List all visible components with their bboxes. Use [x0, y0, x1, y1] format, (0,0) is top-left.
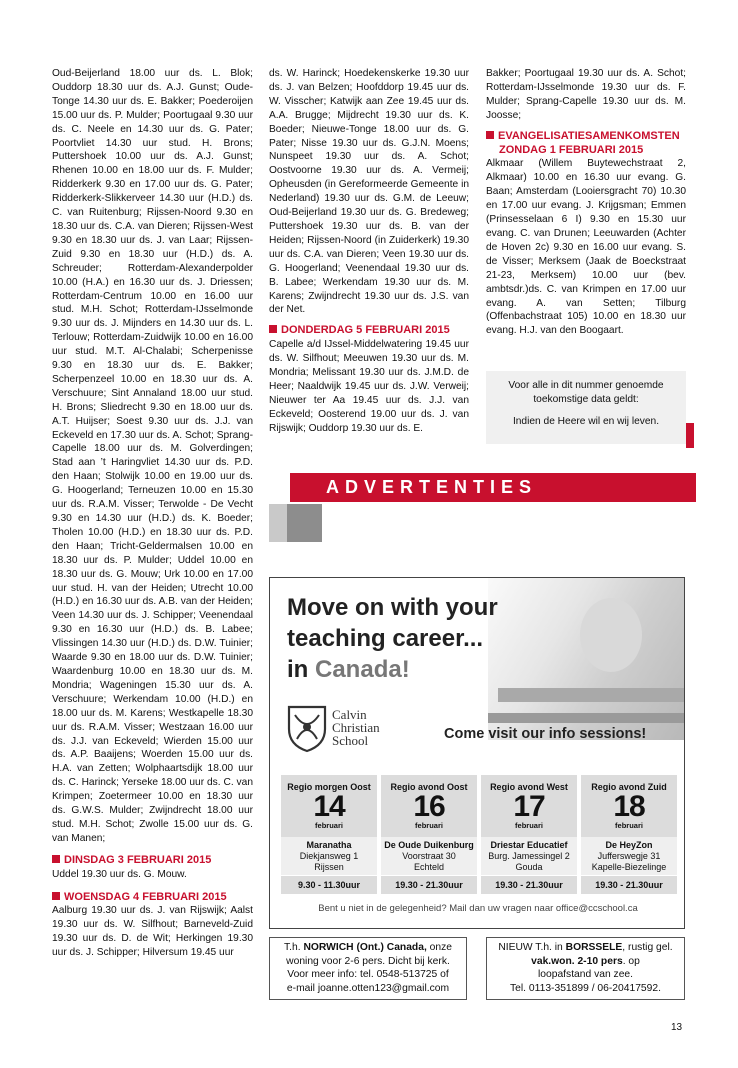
canada-ad	[269, 577, 685, 929]
note-line: toekomstige data geldt:	[533, 394, 639, 405]
session-card: Regio morgen Oost 14 februari Maranatha Diekjansweg 1 Rijssen 9.30 - 11.30uur	[281, 775, 377, 894]
red-square-bullet	[269, 325, 277, 333]
decorative-block	[287, 504, 322, 542]
note-box	[486, 371, 686, 444]
small-ad-norwich: T.h. NORWICH (Ont.) Canada, onze woning voor 2-6 pers. Dicht bij kerk. Voor meer info: tel. 0548-513725 of e-mail joanne.otten123@gmail.com	[269, 937, 467, 1000]
note-line: Indien de Heere wil en wij leven.	[512, 416, 660, 427]
listing-text: ds. W. Harinck; Hoedekenskerke 19.30 uur ds. J. van Belzen; Hoofddorp 19.45 uur ds. W. Visscher; Katwijk aan Zee 19.45 uur ds. A.A. Brugge; Mijdrecht 19.30 uur ds. K. Boeder; Nieuwe-Tonge 18.00 uur ds. G. Pater; Nisse 19.30 uur ds. G.J.N. Moens; Nunspeet 19.30 uur ds. A. Schot; Oostvoorne 19.30 uur ds. A. Vermeij; Opheusden (in Gereformeerde Gemeente in Nederland) 19.30 uur ds. G.M. de Leeuw; Oud-Beijerland 19.30 uur ds. G. Bredeweg; Puttershoek 19.30 uur ds. B. van der Heiden; Rijssen-Noord (in Zuiderkerk) 19.30 uur ds. C.A. van Dieren; Veen 19.30 uur ds. G. Hoogerland; Veenendaal 19.30 uur ds. B. Labee; Werkendam 19.30 uur ds. M. Karens; Zwijndrecht 19.30 uur ds. J.S. van der Net.	[269, 68, 469, 316]
section-heading: DINSDAG 3 FEBRUARI 2015	[52, 854, 253, 868]
school-crest-icon	[285, 703, 329, 753]
red-square-bullet	[486, 131, 494, 139]
info-sessions-cta: Come visit our info sessions!	[444, 726, 647, 742]
ad-footer-text: Bent u niet in de gelegenheid? Mail dan uw vragen naar office@ccschool.ca	[318, 903, 638, 914]
listing-text: Alkmaar (Willem Buytewechstraat 2, Alkmaar) 10.00 en 16.30 uur evang. G. Baan; Amsterdam (Looiersgracht 70) 10.30 en 17.00 uur evang. J. Krijgsman; Emmen (Prinsesselaan 6 I) 9.30 en 15.30 uur evang. C. van Drunen; Leeuwarden (Achter de Hoven 2c) 9.30 en 16.00 uur evang. S. de Visser; Merksem (Jaak de Boeckstraat 21-23, Merksem) 10.00 uur (bev. ambtsdr.)ds. C. van Krimpen en 17.00 uur evang. A. van Setten; Tilburg (Offenbachstraat 105) 10.00 en 18.30 uur evang. H.J. van den Boogaart.	[486, 158, 686, 337]
advertisements-header: ADVERTENTIES	[290, 473, 696, 502]
bus-stripe	[498, 688, 685, 702]
listing-text: Capelle a/d IJssel-Middelwatering 19.45 uur ds. W. Silfhout; Meeuwen 19.30 uur ds. M. Mondria; Melissant 19.30 uur ds. J.M.D. de Heer; Naaldwijk 19.45 uur ds. J.W. Verweij; Nieuwer ter Aa 19.45 uur ds. J.J. van Eckeveld; Oosterend 19.00 uur ds. J. van Rijswijk; Ouddorp 19.30 uur ds. E.	[269, 339, 469, 434]
sessions-grid	[281, 775, 677, 894]
small-ad-borssele: NIEUW T.h. in BORSSELE, rustig gel. vak.won. 2-10 pers. op loopafstand van zee. Tel. 0113-351899 / 06-20417592.	[486, 937, 685, 1000]
listing-text: Bakker; Poortugaal 19.30 uur ds. A. Schot; Rotterdam-IJsselmonde 19.30 uur ds. F. Mulder; Sprang-Capelle 19.30 uur ds. M. Joosse;	[486, 68, 686, 121]
page-number: 13	[671, 1022, 683, 1033]
listing-text: Aalburg 19.30 uur ds. J. van Rijswijk; Aalst 19.30 uur ds. W. Silfhout; Barneveld-Zuid 19.30 uur ds. D. de Wit; Herkingen 19.30 uur ds. J. Schipper; Hilversum 19.45 uur	[52, 905, 253, 959]
listing-text: Oud-Beijerland 18.00 uur ds. L. Blok; Ouddorp 18.30 uur ds. A.J. Gunst; Oude-Tonge 14.30 uur ds. E. Bakker; Poederoijen 15.00 uur ds. P. Mulder; Poortugaal 9.30 uur ds. C. Neele en 14.30 uur ds. G. Pater; Poortvliet 14.30 uur stud. H. Brons; Puttershoek 10.00 uur ds. A.J. Gunst; Rhenen 10.00 en 18.00 uur ds. F. Mulder; Ridderkerk 9.30 en 17.00 uur ds. G. Pater; Ridderkerk-Slikkerveer 14.30 uur (H.D.) ds. C. van Ruitenburg; Rijssen-Noord 9.30 en 18.30 uur ds. C.A. van Dieren; Rijssen-West 9.30 en 18.30 uur ds. J. van Laar; Rijssen-Zuid 9.30 en 18.30 uur (H.D.) ds. A. Schreuder; Rotterdam-Alexanderpolder 10.00 (H.A.) en 16.30 uur ds. J. Driessen; Rotterdam-Centrum 10.00 en 16.00 uur stud. M.H. Schot; Rotterdam-IJsselmonde 9.30 uur ds. J. Mijnders en 14.30 uur ds. L. Terlouw; Rotterdam-Zuidwijk 10.00 en 16.00 uur stud. M.T. Al-Chalabi; Scherpenisse 9.30 en 18.30 uur ds. E. Bakker; Scherpenzeel 10.00 en 18.30 uur ds. A. Verschuure; Sint Annaland 18.00 uur stud. H. Brons; Sliedrecht 9.30 en 18.00 uur ds. A.T. Huijser; Soest 9.30 uur ds. J.J. van Eckeveld en 17.30 uur ds. A. Schot; Sprang-Capelle 18.00 uur ds. M. Golverdingen; Stad aan ’t Haringvliet 14.30 uur ds. P.D. den Haan; Stolwijk 10.00 en 19.00 uur ds. G. Hoogerland; Terneuzen 10.00 en 15.30 uur ds. R.A.M. Visser; Terwolde - De Vecht 9.30 en 14.30 uur (H.D.) ds. K. Boeder; Tholen 10.00 (H.D.) en 18.30 uur ds. P.D. den Haan; Tricht-Geldermalsen 10.00 en 18.30 uur ds. P. Mulder; Uddel 10.00 en 18.30 uur ds. G. Mouw; Urk 10.00 en 17.00 uur stud. H. van der Heiden; Utrecht 10.00 (H.D.) en 16.30 uur ds. A.B. van der Heiden; Veen 14.30 uur ds. J. Schipper; Veenendaal 9.30 en 16.30 uur (H.D.) ds. B. Labee; Vlissingen 14.30 uur (H.D.) ds. D.W. Tuinier; Waarde 9.30 en 18.00 uur ds. D.W. Tuinier; Waardenburg 10.00 en 18.30 uur ds. M. Mondria; Wageningen 15.30 uur ds. A. Verschuure; Werkendam 10.00 (H.D.) en 18.00 uur ds. M. Karens; Westkapelle 18.30 uur ds. R.A.M. Visser; Westzaan 16.00 uur ds. J.J. van Eckeveld; Wierden 15.00 uur ds. A.P. Baaijens; Woerden 15.00 uur ds. H.A. van Zetten; Wolphaartsdijk 18.00 uur ds. C. Harinck; Yerseke 18.00 uur ds. C. van Krimpen; Zoetermeer 10.00 en 18.30 uur ds. G.W.S. Mulder; Zwijndrecht 18.00 uur stud. M.H. Schot; Zwolle 15.00 uur ds. G. van Manen;	[52, 68, 253, 844]
column-1	[52, 67, 253, 960]
decorative-block	[269, 504, 287, 542]
column-3	[486, 67, 686, 338]
note-line: Voor alle in dit nummer genoemde	[508, 380, 664, 391]
listing-text: Uddel 19.30 uur ds. G. Mouw.	[52, 868, 187, 880]
school-name: Calvin Christian School	[332, 707, 380, 748]
session-card: Regio avond Oost 16 februari De Oude Duikenburg Voorstraat 30 Echteld 19.30 - 21.30uur	[381, 775, 477, 894]
red-square-bullet	[52, 892, 60, 900]
column-2	[269, 67, 469, 436]
red-accent-bar	[686, 423, 694, 448]
session-card: Regio avond West 17 februari Driestar Educatief Burg. Jamessingel 2 Gouda 19.30 - 21.30uur	[481, 775, 577, 894]
ad-headline: Move on with your teaching career... in Canada!	[287, 594, 498, 683]
red-square-bullet	[52, 855, 60, 863]
bus-stripe	[488, 713, 685, 723]
section-heading: EVANGELISATIESAMENKOMSTEN ZONDAG 1 FEBRUARI 2015	[486, 130, 686, 158]
section-heading: WOENSDAG 4 FEBRUARI 2015	[52, 891, 253, 905]
session-card: Regio avond Zuid 18 februari De HeyZon Jufferswegje 31 Kapelle-Biezelinge 19.30 - 21.30uur	[581, 775, 677, 894]
face-shape	[580, 598, 642, 672]
section-heading: DONDERDAG 5 FEBRUARI 2015	[269, 324, 469, 338]
